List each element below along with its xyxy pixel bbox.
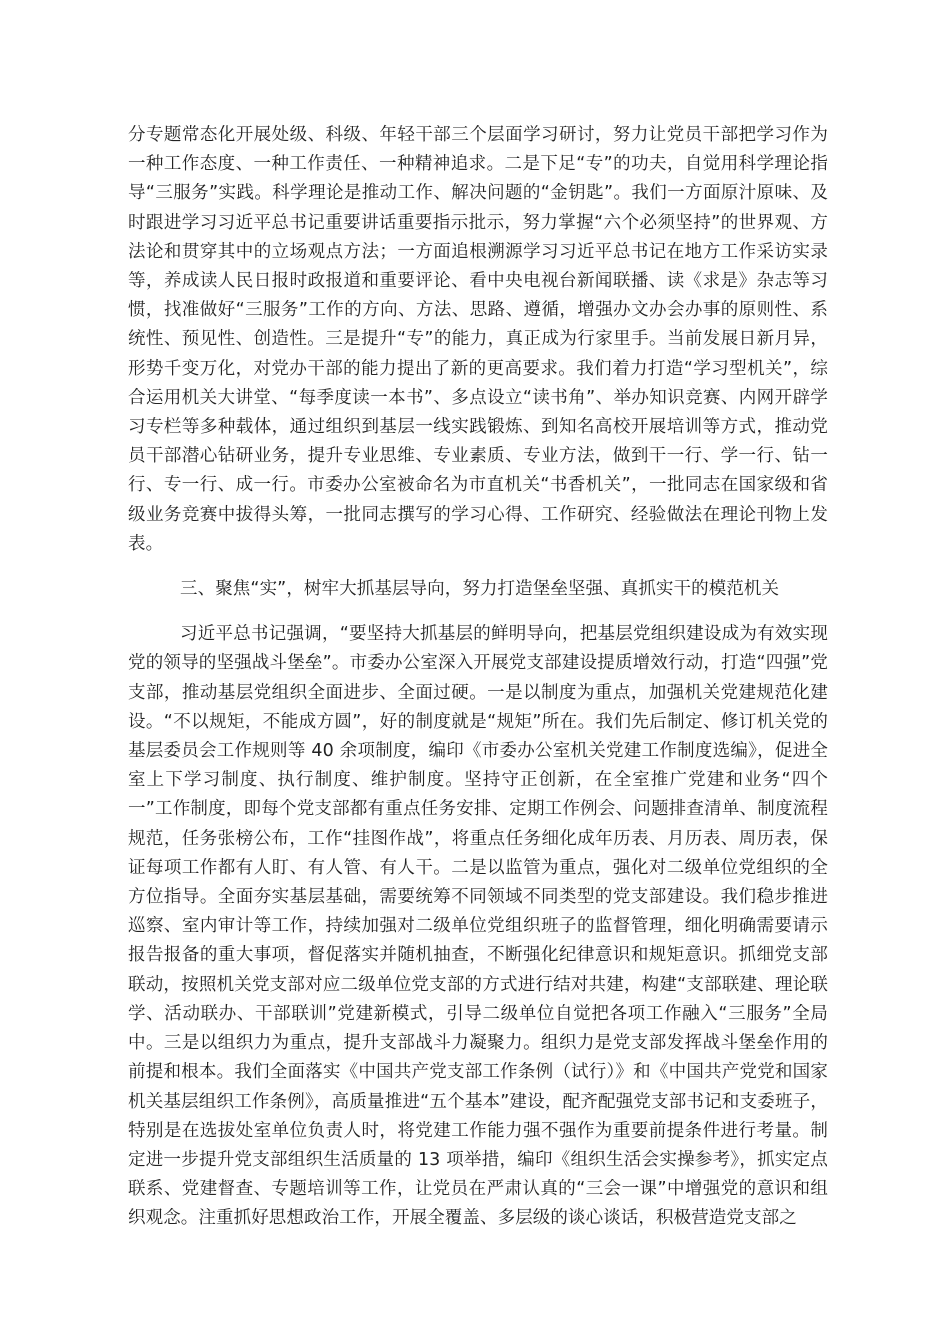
paragraph-gap: [128, 559, 828, 575]
paragraph-section-body: 习近平总书记强调，“要坚持大抓基层的鲜明导向，把基层党组织建设成为有效实现党的领导的坚强战斗堡垒”。市委办公室深入开展党支部建设提质增效行动，打造“四强”党支部，推动基层党组织全面进步、全面过硬。一是以制度为重点，加强机关党建规范化建设。“不以规矩，不能成方圆”，好的制度就是“规矩”所在。我们先后制定、修订机关党的基层委员会工作规则等 40 余项制度，编印《市委办公室机关党建工作制度选编》，促进全室上下学习制度、执行制度、维护制度。坚持守正创新，在全室推广党建和业务“四个一”工作制度，即每个党支部都有重点任务安排、定期工作例会、问题排查清单、制度流程规范，任务张榜公布，工作“挂图作战”，将重点任务细化成年历表、月历表、周历表，保证每项工作都有人盯、有人管、有人干。二是以监管为重点，强化对二级单位党组织的全方位指导。全面夯实基层基础，需要统筹不同领域不同类型的党支部建设。我们稳步推进巡察、室内审计等工作，持续加强对二级单位党组织班子的监督管理，细化明确需要请示报告报备的重大事项，督促落实并随机抽查，不断强化纪律意识和规矩意识。抓细党支部联动，按照机关党支部对应二级单位党支部的方式进行结对共建，构建“支部联建、理论联学、活动联办、干部联训”党建新模式，引导二级单位自觉把各项工作融入“三服务”全局中。三是以组织力为重点，提升支部战斗力凝聚力。组织力是党支部发挥战斗堡垒作用的前提和根本。我们全面落实《中国共产党支部工作条例（试行）》和《中国共产党党和国家机关基层组织工作条例》，高质量推进“五个基本”建设，配齐配强党支部书记和支委班子，特别是在选拔处室单位负责人时，将党建工作能力强不强作为重要前提条件进行考量。制定进一步提升党支部组织生活质量的 13 项举措，编印《组织生活会实操参考》，抓实定点联系、党建督查、专题培训等工作，让党员在严肃认真的“三会一课”中增强党的意识和组织观念。注重抓好思想政治工作，开展全覆盖、多层级的谈心谈话，积极营造党支部之: [128, 624, 828, 1229]
section-heading: 三、聚焦“实”，树牢大抓基层导向，努力打造堡垒坚强、真抓实干的模范机关: [180, 579, 780, 600]
paragraph-continuation: 分专题常态化开展处级、科级、年轻干部三个层面学习研讨，努力让党员干部把学习作为一种工作态度、一种工作责任、一种精神追求。二是下足“专”的功夫，自觉用科学理论指导“三服务”实践。科学理论是推动工作、解决问题的“金钥匙”。我们一方面原汁原味、及时跟进学习习近平总书记重要讲话重要指示批示，努力掌握“六个必须坚持”的世界观、方法论和贯穿其中的立场观点方法；一方面追根溯源学习习近平总书记在地方工作采访实录等，养成读人民日报时政报道和重要评论、看中央电视台新闻联播、读《求是》杂志等习惯，找准做好“三服务”工作的方向、方法、思路、遵循，增强办文办会办事的原则性、系统性、预见性、创造性。三是提升“专”的能力，真正成为行家里手。当前发展日新月异，形势千变万化，对党办干部的能力提出了新的更高要求。我们着力打造“学习型机关”，综合运用机关大讲堂、“每季度读一本书”、多点设立“读书角”、举办知识竞赛、内网开辟学习专栏等多种载体，通过组织到基层一线实践锻炼、到知名高校开展培训等方式，推动党员干部潜心钻研业务，提升专业思维、专业素质、专业方法，做到干一行、学一行、钻一行、专一行、成一行。市委办公室被命名为市直机关“书香机关”，一批同志在国家级和省级业务竞赛中拔得头筹，一批同志撰写的学习心得、工作研究、经验做法在理论刊物上发表。: [128, 125, 828, 554]
document-page: [128, 121, 828, 1234]
paragraph-gap: [128, 604, 828, 620]
